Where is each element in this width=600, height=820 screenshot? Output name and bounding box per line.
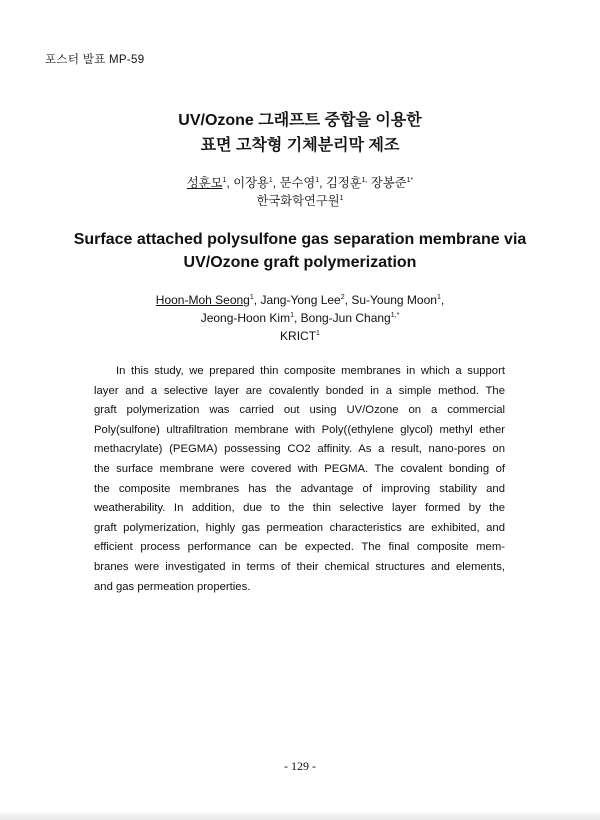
affiliation-name-en: KRICT bbox=[280, 329, 317, 343]
abstract-line: graft polymerization was carried out using UV/Ozone on a commercial bbox=[94, 404, 505, 417]
affiliation-mark: 1, bbox=[361, 176, 368, 184]
abstract-line: weatherability. In addition, due to the thin selective layer formed by the bbox=[94, 502, 505, 515]
affiliation-mark: 1 bbox=[315, 176, 320, 184]
presenter-name-ko: 성훈모 bbox=[186, 176, 223, 190]
abstract-line: methacrylate) (PEGMA) possessing CO2 affinity. As a result, nano-pores on bbox=[94, 443, 505, 456]
affiliation-mark: 2 bbox=[340, 294, 345, 301]
author-name-ko: 문수영 bbox=[279, 176, 316, 190]
english-author-line-1: Hoon-Moh Seong$^1$, Jang-Yong Lee$^2$, Su-Young Moon$^1$, bbox=[155, 293, 445, 307]
english-author-line-2: Jeong-Hoon Kim$^1$, Bong-Jun Chang$^{1,*}$ bbox=[200, 311, 400, 325]
affiliation-mark: 1 bbox=[249, 294, 254, 301]
author-name-en: Jang-Yong Lee bbox=[260, 293, 341, 307]
abstract-line: the composite membranes has the advantage of improving stability and bbox=[94, 482, 505, 495]
page-number: - 129 - bbox=[284, 759, 316, 773]
korean-title-line-2: 표면 고착형 기체분리막 제조 bbox=[200, 137, 400, 154]
author-name-en: Su-Young Moon bbox=[351, 293, 437, 307]
affiliation-mark: 1* bbox=[406, 176, 414, 184]
affiliation-mark: 1 bbox=[316, 330, 320, 337]
abstract-line: graft polymerization, highly gas permeation characteristics are exhibited, and bbox=[94, 521, 505, 534]
affiliation-name-ko: 한국화학연구원 bbox=[256, 194, 340, 208]
english-title bbox=[0, 228, 600, 274]
author-name-en: Jeong-Hoon Kim bbox=[200, 311, 291, 325]
english-authors bbox=[0, 291, 600, 345]
corresponding-author-ko: 장봉준 bbox=[370, 176, 407, 190]
korean-affiliation bbox=[0, 192, 600, 210]
korean-title-line-1: UV/Ozone 그래프트 중합을 이용한 bbox=[178, 112, 422, 129]
english-affiliation bbox=[0, 327, 600, 345]
korean-authors bbox=[0, 174, 600, 210]
english-title-line-1: Surface attached polysulfone gas separation membrane via bbox=[73, 231, 527, 248]
affiliation-mark: 1 bbox=[268, 176, 273, 184]
author-name-ko: 김정훈 bbox=[326, 176, 362, 190]
korean-title bbox=[0, 108, 600, 158]
affiliation-mark: 1 bbox=[222, 176, 227, 184]
affiliation-mark: 1,* bbox=[390, 312, 400, 319]
abstract-line: branes were investigated in terms of their chemical structures and elements, bbox=[94, 560, 505, 573]
presenter-name-en: Hoon-Moh Seong bbox=[155, 293, 250, 307]
abstract-line: the surface membrane were covered with PEGMA. The covalent bonding of bbox=[94, 462, 505, 475]
affiliation-mark: 1 bbox=[339, 194, 344, 202]
abstract-line: In this study, we prepared thin composite membranes in which a support bbox=[116, 365, 505, 377]
affiliation-mark: 1 bbox=[290, 312, 294, 319]
abstract-body bbox=[94, 362, 505, 597]
korean-author-list: 성훈모$^1$, 이장용$^1$, 문수영$^1$, 김정훈$^{1,}$ 장봉준$^{1*}$ bbox=[186, 176, 414, 190]
affiliation-mark: 1 bbox=[436, 294, 441, 301]
abstract-line: Poly(sulfone) ultrafiltration membrane with Poly((ethylene glycol) methyl ether bbox=[94, 423, 505, 436]
corresponding-author-en: Bong-Jun Chang bbox=[300, 311, 391, 325]
session-code: 포스터 발표 MP-59 bbox=[45, 54, 145, 66]
english-title-line-2: UV/Ozone graft polymerization bbox=[183, 254, 417, 271]
abstract-line: efficient process performance can be expected. The final composite mem- bbox=[94, 541, 505, 554]
author-name-ko: 이장용 bbox=[233, 176, 269, 190]
abstract-line: layer and a selective layer are covalently bonded in a simple method. The bbox=[94, 384, 505, 397]
abstract-line: and gas permeation properties. bbox=[94, 580, 251, 593]
